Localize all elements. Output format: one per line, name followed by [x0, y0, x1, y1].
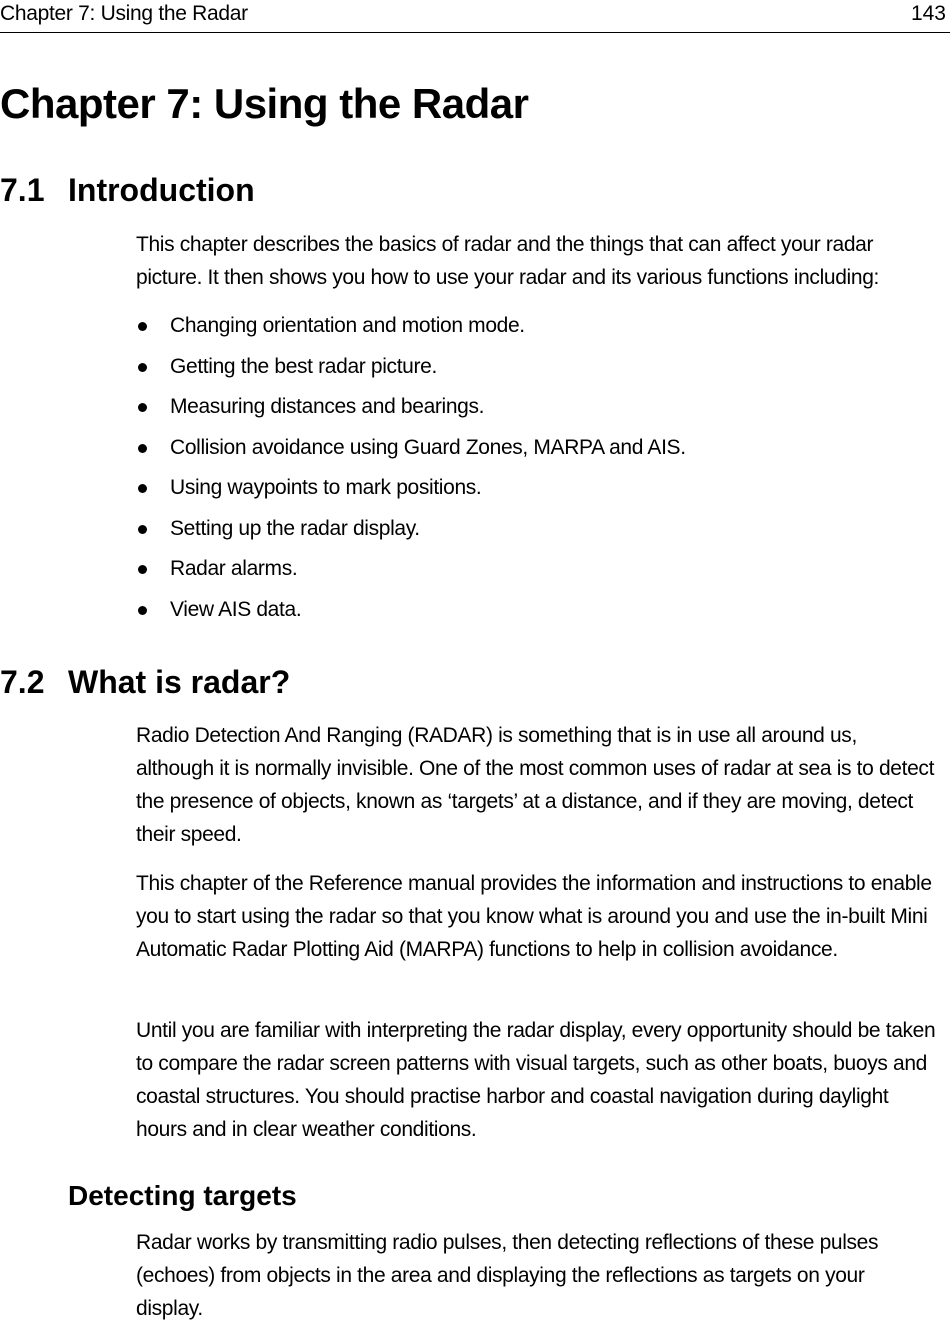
bullet-icon	[138, 322, 147, 331]
section-number: 7.1	[0, 172, 45, 208]
list-item	[136, 552, 916, 593]
bullet-icon	[138, 403, 147, 412]
running-header-title: Chapter 7: Using the Radar	[0, 2, 248, 25]
list-item-text: Changing orientation and motion mode.	[170, 314, 525, 337]
bullet-icon	[138, 606, 147, 615]
section-title: Introduction	[68, 172, 255, 208]
list-item	[136, 471, 916, 512]
list-item	[136, 512, 916, 553]
list-item	[136, 431, 916, 472]
bullet-icon	[138, 363, 147, 372]
list-item	[136, 390, 916, 431]
list-item	[136, 309, 916, 350]
bullet-icon	[138, 565, 147, 574]
list-item-text: Measuring distances and bearings.	[170, 395, 485, 418]
list-item	[136, 593, 916, 634]
list-item	[136, 350, 916, 391]
bullet-icon	[138, 444, 147, 453]
section-heading-introduction	[0, 170, 255, 210]
intro-paragraph: This chapter describes the basics of radar and the things that can affect your radar picture. It then shows you how to use your radar and its various functions including:	[136, 233, 880, 289]
running-header	[0, 0, 950, 33]
section-heading-what-is-radar	[0, 662, 290, 702]
bullet-icon	[138, 525, 147, 534]
chapter-title: Chapter 7: Using the Radar	[0, 80, 529, 127]
detecting-targets-paragraph: Radar works by transmitting radio pulses, then detecting reflections of these pulses (echoes) from objects in the area and displaying the reflections as targets on your display.	[136, 1231, 879, 1320]
section-number: 7.2	[0, 664, 45, 700]
radar-paragraph-2: This chapter of the Reference manual provides the information and instructions to enable you to start using the radar so that you know what is around you and use the in-built Mini Automatic Radar Plotting Aid (MARPA) functions to help in collision avoidance.	[136, 872, 932, 961]
list-item-text: Using waypoints to mark positions.	[170, 476, 482, 499]
function-list	[136, 309, 916, 633]
bullet-icon	[138, 484, 147, 493]
radar-paragraph-1: Radio Detection And Ranging (RADAR) is something that is in use all around us, although it is normally invisible. One of the most common uses of radar at sea is to detect the presence of objects, known as ‘targets’ at a distance, and if they are moving, detect their speed.	[136, 724, 935, 846]
subheading-detecting-targets: Detecting targets	[68, 1180, 297, 1211]
radar-paragraph-3: Until you are familiar with interpreting the radar display, every opportunity should be taken to compare the radar screen patterns with visual targets, such as other boats, buoys and coastal structures. You should practise harbor and coastal navigation during daylight hours and in clear weather conditions.	[136, 1019, 936, 1141]
section-title: What is radar?	[68, 664, 291, 700]
page-number: 143	[910, 2, 946, 25]
list-item-text: View AIS data.	[170, 597, 302, 621]
list-item-text: Radar alarms.	[170, 557, 298, 580]
list-item-text: Getting the best radar picture.	[170, 354, 437, 378]
list-item-text: Setting up the radar display.	[170, 516, 420, 540]
list-item-text: Collision avoidance using Guard Zones, MARPA and AIS.	[170, 435, 686, 459]
